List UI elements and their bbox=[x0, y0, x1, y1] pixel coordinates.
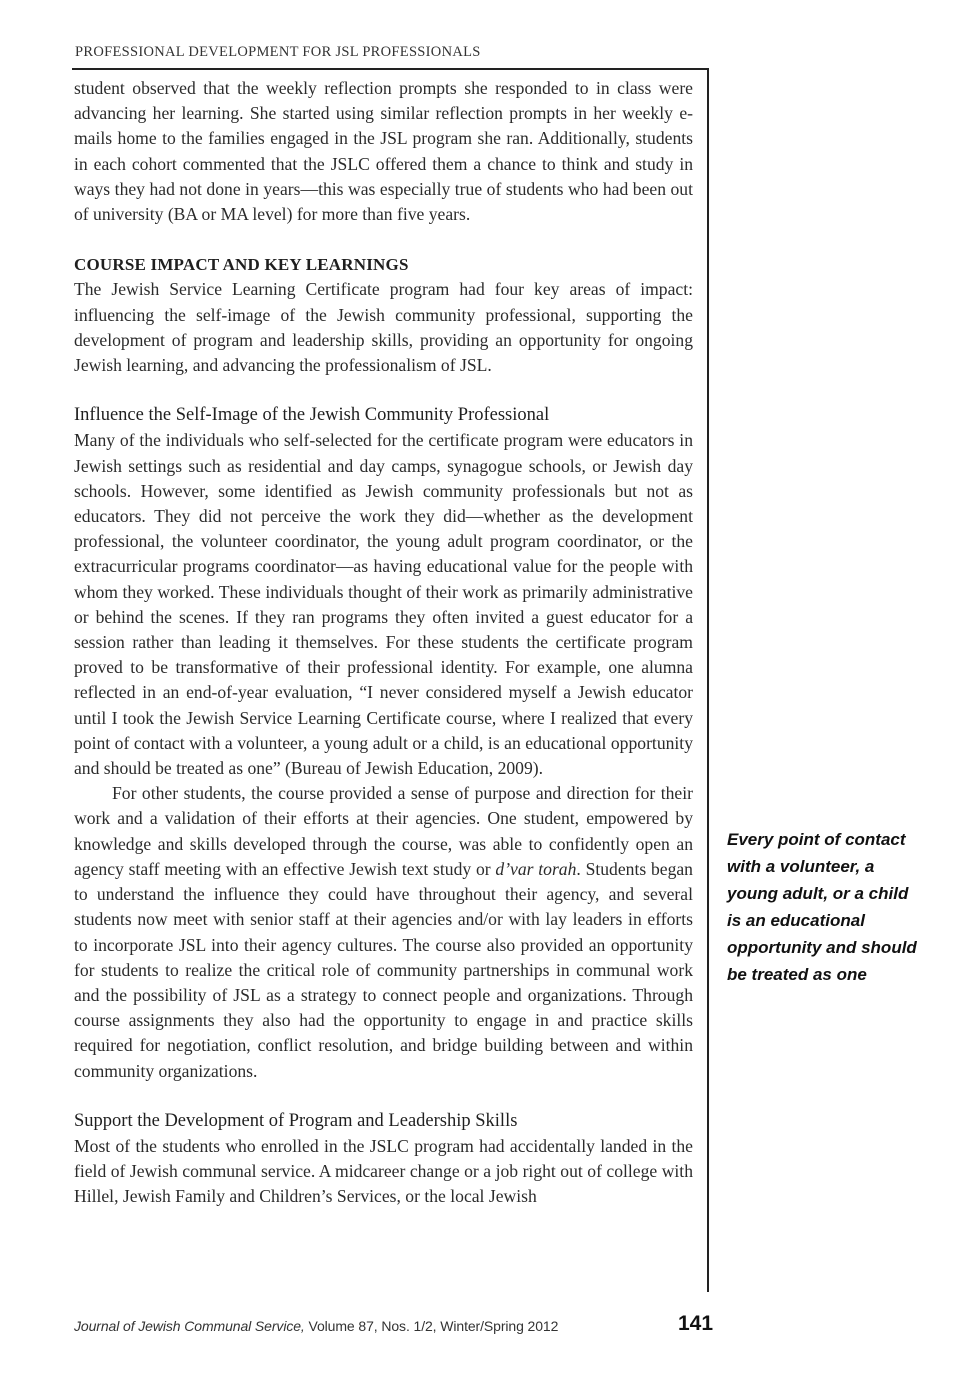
intro-paragraph: student observed that the weekly reflection prompts she responded to in class were advancing her learning. She started using similar reflection prompts in her weekly e-mails home to the families engaged in the JSL program she ran. Additionally, students in each cohort commented that the JSLC offered them a chance to think and study in ways they had not done in years—this was especially true of students who had been out of university (BA or MA level) for more than five years. bbox=[74, 78, 693, 225]
subheading-self-image: Influence the Self-Image of the Jewish Community Professional bbox=[74, 405, 550, 426]
self-image-paragraph-2 bbox=[74, 781, 693, 1083]
running-head: PROFESSIONAL DEVELOPMENT FOR JSL PROFESSIONALS bbox=[75, 44, 481, 60]
section-heading: COURSE IMPACT AND KEY LEARNINGS bbox=[74, 255, 409, 275]
footer-citation bbox=[74, 1318, 558, 1334]
top-rule bbox=[72, 68, 709, 70]
subheading-leadership-skills: Support the Development of Program and Leadership Skills bbox=[74, 1110, 518, 1131]
pull-quote: Every point of contact with a volunteer, a young adult, or a child is an educational opportunity and should be treated as one bbox=[727, 830, 917, 984]
side-rule bbox=[707, 68, 709, 1292]
self-image-paragraph-1: Many of the individuals who self-selected for the certificate program were educators in Jewish settings such as residential and day camps, synagogue schools, or Jewish day schools. However, some identified as Jewish community professionals but not as educators. They did not perceive the work they did—whether as the development professional, the volunteer coordinator, the young adult program coordinator, or the extracurricular programs coordinator—as having educational value for the people with whom they worked. These individuals thought of their work as primarily administrative or behind the scenes. If they ran programs they often invited a guest educator for a session rather than leading it themselves. For these students the certificate program proved to be transformative of their professional identity. For example, one alumna reflected in an end-of-year evaluation, “I never considered myself a Jewish educator until I took the Jewish Service Learning Certificate course, where I realized that every point of contact with a volunteer, a young adult or a child, is an educational opportunity and should be treated as one” (Bureau of Jewish Education, 2009). bbox=[74, 430, 693, 779]
italic-term: d’var torah bbox=[495, 858, 577, 879]
paragraph-text: For other students, the course provided a sense of purpose and direction for their work and a validation of their efforts at their agencies. One student, empowered by knowledge and skills developed through the course, was able to confidently open an agency staff meeting with an effective Jewish text study or bbox=[74, 783, 693, 879]
paragraph-text: . Students began to understand the influence they could have throughout their agency, and several students now meet with senior staff at their agencies and/or with lay leaders in efforts to incorporate JSL into their agency cultures. The course also provided an opportunity for students to realize the critical role of community partnerships in communal work and the possibility of JSL as a strategy to connect people and organizations. Through course assignments they also had the opportunity to engage in and practice skills required for negotiation, conflict resolution, and bridge building between and within community organizations. bbox=[74, 858, 693, 1081]
main-text-column bbox=[74, 76, 693, 1210]
journal-details: Volume 87, Nos. 1/2, Winter/Spring 2012 bbox=[304, 1318, 559, 1334]
section-paragraph: The Jewish Service Learning Certificate program had four key areas of impact: influencing the self-image of the Jewish community professional, supporting the development of program and leadership skills, providing an opportunity for ongoing Jewish learning, and advancing the professionalism of JSL. bbox=[74, 279, 693, 376]
page-number: 141 bbox=[678, 1312, 714, 1335]
leadership-paragraph-1: Most of the students who enrolled in the JSLC program had accidentally landed in the field of Jewish communal service. A midcareer change or a job right out of college with Hillel, Jewish Family and Children’s Services, or the local Jewish bbox=[74, 1135, 693, 1207]
journal-title: Journal of Jewish Communal Service, bbox=[74, 1318, 305, 1334]
